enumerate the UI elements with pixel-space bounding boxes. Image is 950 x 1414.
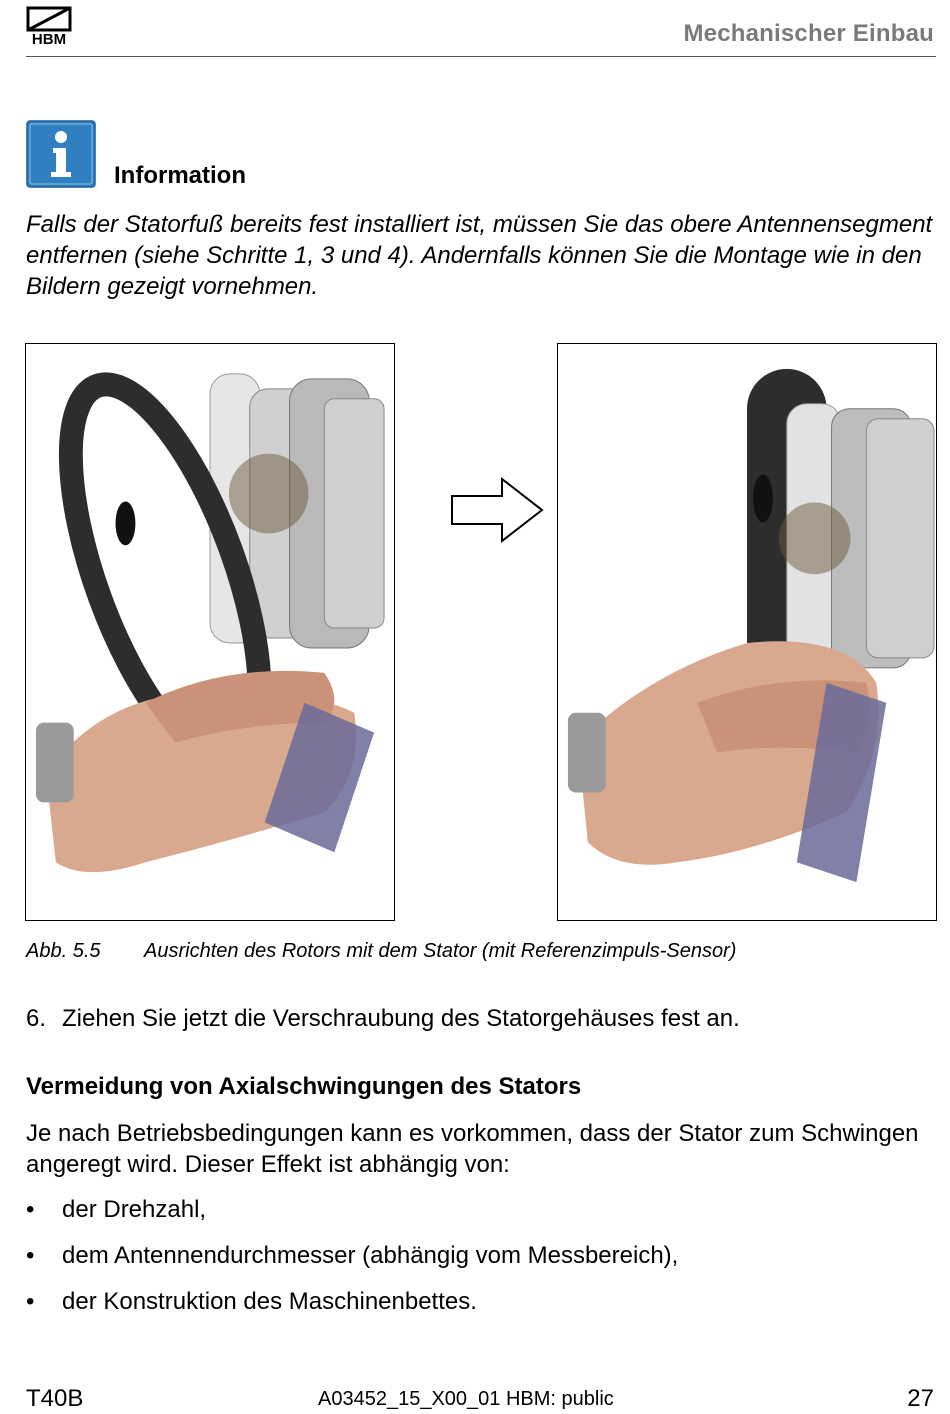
photo-rotor-stator-tilted — [25, 343, 395, 921]
list-item-text: dem Antennendurchmesser (abhängig vom Messbereich), — [62, 1242, 679, 1269]
step-number: 6. — [26, 1005, 47, 1032]
step-text: Ziehen Sie jetzt die Verschraubung des Statorgehäuses fest an. — [62, 1005, 740, 1032]
info-text: Falls der Statorfuß bereits fest installiert ist, müssen Sie das obere Antennensegment entfernen (siehe Schritte 1, 3 und 4). Andernfalls können Sie die Montage wie in den Bildern gezeigt vornehmen. — [26, 211, 933, 300]
info-heading: Information — [114, 162, 246, 189]
header-divider — [26, 56, 936, 57]
hbm-logo — [26, 6, 72, 46]
figure-caption-text: Ausrichten des Rotors mit dem Stator (mit Referenzimpuls-Sensor) — [144, 940, 737, 962]
bullet-list — [26, 1194, 678, 1332]
list-item — [26, 1194, 678, 1240]
list-item — [26, 1240, 678, 1286]
bullet-icon: • — [26, 1288, 35, 1315]
figure-caption — [26, 940, 736, 963]
list-item — [26, 1286, 678, 1332]
photo-rotor-stator-aligned — [557, 343, 937, 921]
bullet-icon: • — [26, 1242, 35, 1269]
info-icon — [26, 120, 96, 188]
footer-product: T40B — [26, 1385, 84, 1412]
bullet-icon: • — [26, 1196, 35, 1223]
footer-doc-id: A03452_15_X00_01 HBM: public — [318, 1388, 614, 1410]
logo-text: HBM — [31, 31, 67, 46]
page-number: 27 — [907, 1385, 934, 1412]
list-item-text: der Konstruktion des Maschinenbettes. — [62, 1288, 477, 1315]
section-heading: Vermeidung von Axialschwingungen des Stators — [26, 1073, 582, 1100]
step-item — [26, 1005, 740, 1033]
figure-number: Abb. 5.5 — [26, 940, 101, 962]
section-paragraph: Je nach Betriebsbedingungen kann es vorkommen, dass der Stator zum Schwingen angeregt wird. Dieser Effekt ist abhängig von: — [26, 1120, 919, 1178]
right-arrow-icon — [450, 476, 546, 544]
list-item-text: der Drehzahl, — [62, 1196, 207, 1223]
page-section-title: Mechanischer Einbau — [683, 20, 934, 47]
